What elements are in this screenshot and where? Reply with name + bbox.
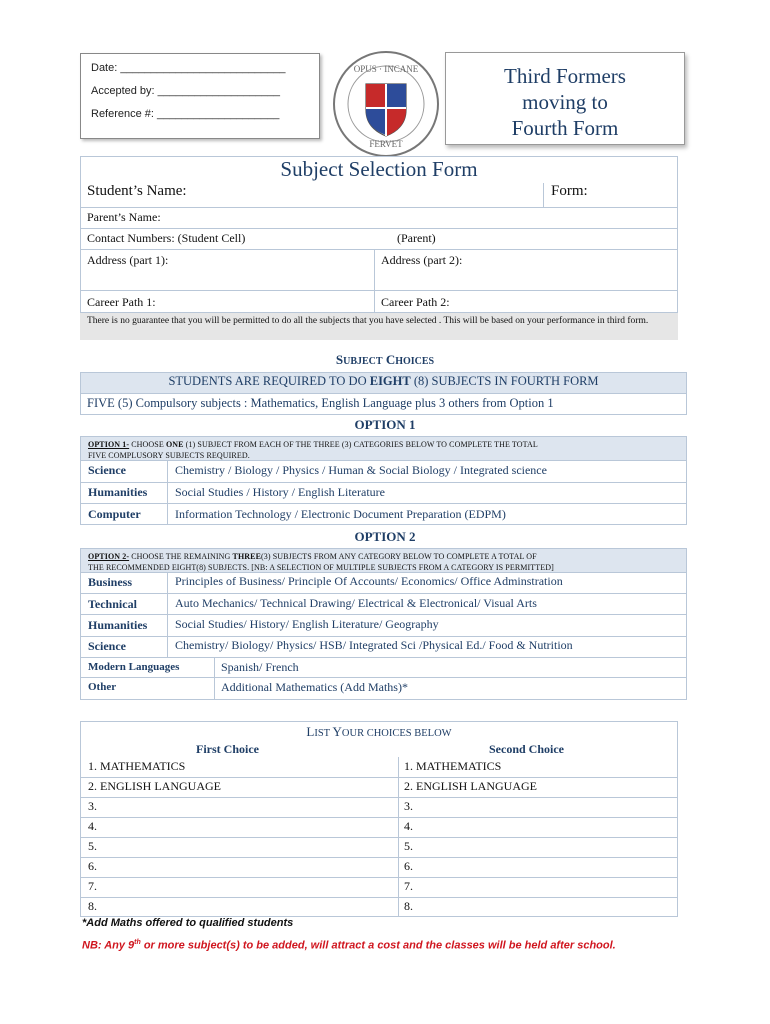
accepted-by-field[interactable]: Accepted by: ____________________	[91, 85, 281, 97]
student-name-label: Student’s Name:	[87, 183, 187, 199]
admin-box	[80, 53, 320, 139]
address2-label: Address (part 2):	[381, 253, 463, 267]
second-choice-entry[interactable]: 2. ENGLISH LANGUAGE	[404, 779, 537, 793]
title-line-1: Third Formers	[504, 64, 626, 88]
second-choice-entry[interactable]: 5.	[404, 839, 413, 853]
second-choice-entry[interactable]: 3.	[404, 799, 413, 813]
heading-part: C	[382, 352, 396, 367]
nb-part: or more subject(s) to be added, will attract a cost and the classes will be held after school.	[140, 939, 616, 952]
option1-category: Humanities	[88, 485, 148, 499]
option1-subjects: Information Technology / Electronic Document Preparation (EDPM)	[175, 507, 506, 521]
heading-part: IST	[314, 728, 333, 739]
option2-category: Humanities	[88, 618, 148, 632]
option2-subjects: Principles of Business/ Principle Of Accounts/ Economics/ Office Adminstration	[175, 574, 563, 588]
notice-text: There is no guarantee that you will be permitted to do all the subjects that you have selected . This will be based on your performance in third form.	[87, 316, 649, 326]
divider	[80, 837, 678, 838]
first-choice-entry[interactable]: 3.	[88, 799, 97, 813]
instr-part: CHOOSE THE REMAINING	[129, 552, 233, 561]
divider	[214, 657, 215, 700]
option2-subjects: Spanish/ French	[221, 660, 299, 674]
instr-part: OPTION 2-	[88, 552, 130, 561]
first-choice-entry[interactable]: 7.	[88, 879, 97, 893]
divider	[374, 249, 375, 312]
divider	[80, 290, 678, 291]
heading-part: HOICES	[395, 356, 435, 367]
instr-part: FIVE COMPLUSORY SUBJECTS REQUIRED.	[88, 451, 250, 460]
heading-part: L	[306, 724, 315, 739]
option1-subjects: Social Studies / History / English Literature	[175, 485, 385, 499]
option2-category: Modern Languages	[88, 661, 180, 673]
heading-part: Y	[332, 724, 342, 739]
divider	[80, 614, 687, 615]
nb-notice	[82, 939, 616, 952]
compulsory-text: FIVE (5) Compulsory subjects : Mathematics, English Language plus 3 others from Option 1	[87, 396, 554, 410]
option1-instructions	[88, 439, 683, 461]
instr-part: CHOOSE	[129, 440, 166, 449]
requirements-text	[80, 374, 687, 389]
choices-heading	[80, 724, 678, 740]
option2-subjects: Additional Mathematics (Add Maths)*	[221, 680, 408, 694]
second-choice-entry[interactable]: 7.	[404, 879, 413, 893]
svg-text:OPUS · INCANE: OPUS · INCANE	[353, 64, 419, 74]
option2-heading: OPTION 2	[354, 529, 416, 544]
req-part: STUDENTS ARE REQUIRED TO DO	[168, 374, 370, 388]
option1-category: Computer	[88, 507, 141, 521]
divider	[167, 460, 168, 525]
heading-part: OUR CHOICES BELOW	[341, 728, 452, 739]
school-crest-logo	[330, 48, 442, 160]
option2-category: Business	[88, 575, 133, 589]
reference-field[interactable]: Reference #: ____________________	[91, 108, 280, 120]
divider	[80, 249, 678, 250]
instr-part: THREE	[232, 552, 262, 561]
career1-label: Career Path 1:	[87, 295, 156, 309]
form-title: Subject Selection Form	[280, 157, 478, 181]
divider	[80, 228, 678, 229]
divider	[80, 897, 678, 898]
add-maths-footnote: *Add Maths offered to qualified students	[82, 917, 294, 929]
option2-instructions	[88, 551, 685, 573]
second-choice-header: Second Choice	[489, 742, 564, 756]
nb-part: NB: Any 9	[82, 939, 135, 952]
divider	[80, 482, 687, 483]
divider	[80, 877, 678, 878]
divider	[80, 393, 687, 394]
nb-part: th	[134, 939, 141, 946]
divider	[80, 677, 687, 678]
option1-subjects: Chemistry / Biology / Physics / Human & Social Biology / Integrated science	[175, 463, 547, 477]
divider	[80, 797, 678, 798]
option2-subjects: Auto Mechanics/ Technical Drawing/ Electrical & Electronical/ Visual Arts	[175, 596, 537, 610]
divider	[80, 572, 687, 573]
first-choice-entry[interactable]: 6.	[88, 859, 97, 873]
req-part: EIGHT	[369, 374, 411, 388]
option2-subjects: Social Studies/ History/ English Literature/ Geography	[175, 617, 439, 631]
notice-box	[80, 312, 678, 340]
form-label: Form:	[551, 183, 588, 199]
divider	[543, 183, 544, 207]
divider	[80, 460, 687, 461]
req-part: (8) SUBJECTS IN FOURTH FORM	[410, 374, 599, 388]
instr-part: OPTION 1-	[88, 440, 130, 449]
divider	[80, 593, 687, 594]
second-choice-entry[interactable]: 4.	[404, 819, 413, 833]
heading-part: S	[335, 352, 344, 367]
first-choice-entry[interactable]: 8.	[88, 899, 97, 913]
instr-part: ONE	[165, 440, 184, 449]
career2-label: Career Path 2:	[381, 295, 450, 309]
contact-label: Contact Numbers: (Student Cell)	[87, 231, 246, 245]
instr-part: (3) SUBJECTS FROM ANY CATEGORY BELOW TO COMPLETE A TOTAL OF	[261, 552, 537, 561]
instr-part: THE RECOMMENDED EIGHT(8) SUBJECTS. [NB: A SELECTION OF MULTIPLE SUBJECTS FROM A CATEGORY IS PERMITTED]	[88, 563, 554, 572]
option2-subjects: Chemistry/ Biology/ Physics/ HSB/ Integrated Sci /Physical Ed./ Food & Nutrition	[175, 638, 573, 652]
parent-name-label: Parent’s Name:	[87, 210, 161, 224]
divider	[167, 572, 168, 657]
second-choice-entry[interactable]: 6.	[404, 859, 413, 873]
first-choice-header: First Choice	[196, 742, 259, 756]
address1-label: Address (part 1):	[87, 253, 169, 267]
first-choice-entry[interactable]: 2. ENGLISH LANGUAGE	[88, 779, 221, 793]
title-line-3: Fourth Form	[511, 116, 619, 140]
title-box	[445, 52, 685, 145]
date-field[interactable]: Date: ___________________________	[91, 62, 286, 74]
divider	[80, 636, 687, 637]
divider	[80, 857, 678, 858]
svg-text:FERVET: FERVET	[369, 139, 403, 149]
option2-category: Science	[88, 639, 126, 653]
divider	[80, 777, 678, 778]
second-choice-entry[interactable]: 8.	[404, 899, 413, 913]
title-line-2: moving to	[522, 90, 608, 114]
heading-part: UBJECT	[343, 356, 383, 367]
second-choice-entry[interactable]: 1. MATHEMATICS	[404, 759, 502, 773]
option2-category: Other	[88, 681, 117, 693]
divider	[80, 817, 678, 818]
subject-choices-heading	[0, 352, 770, 368]
option2-category: Technical	[88, 597, 137, 611]
option1-category: Science	[88, 463, 126, 477]
first-choice-entry[interactable]: 5.	[88, 839, 97, 853]
first-choice-entry[interactable]: 4.	[88, 819, 97, 833]
divider	[80, 657, 687, 658]
option1-heading: OPTION 1	[354, 417, 416, 432]
first-choice-entry[interactable]: 1. MATHEMATICS	[88, 759, 186, 773]
divider	[80, 207, 678, 208]
divider	[80, 503, 687, 504]
instr-part: (1) SUBJECT FROM EACH OF THE THREE (3) CATEGORIES BELOW TO COMPLETE THE TOTAL	[183, 440, 538, 449]
contact-parent-label: (Parent)	[397, 231, 436, 245]
